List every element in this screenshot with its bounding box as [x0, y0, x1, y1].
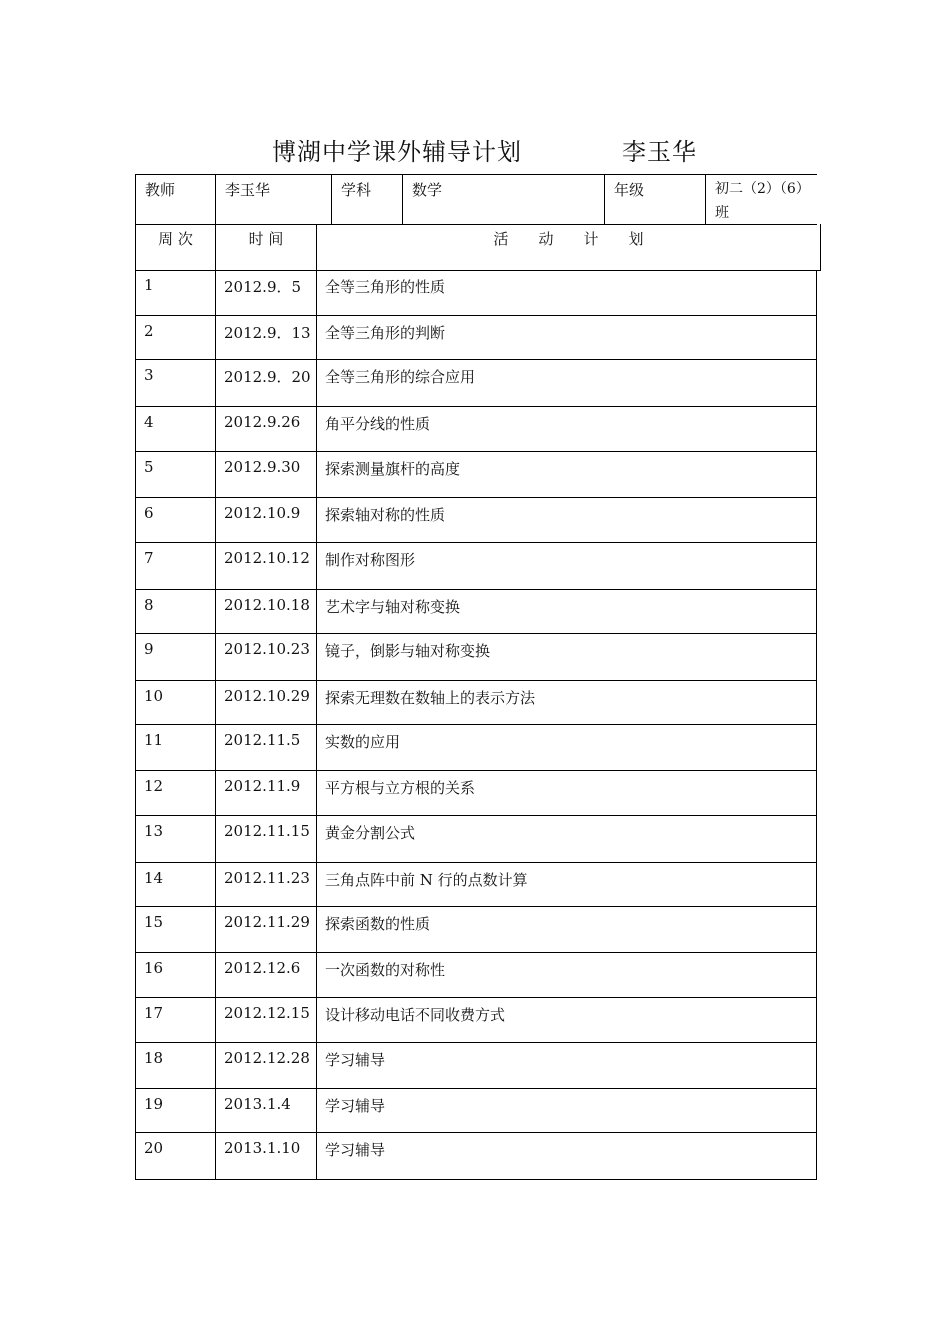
- week-cell: 6: [136, 498, 216, 542]
- activity-cell: 平方根与立方根的关系: [325, 779, 476, 797]
- week-cell: 3: [136, 360, 216, 406]
- activity-cell: 探索函数的性质: [325, 915, 431, 933]
- date-cell: 2012.10.23: [216, 634, 317, 680]
- table-row: [135, 634, 817, 681]
- grade-label: 年级: [605, 175, 706, 225]
- table-row: [135, 725, 817, 771]
- date-cell: 2012.11.15: [216, 816, 317, 862]
- subject-label: 学科: [332, 175, 403, 225]
- date-cell: 2012.11.5: [216, 725, 317, 770]
- table-row: [135, 863, 817, 907]
- date-cell: 2012.10.9: [216, 498, 317, 542]
- activity-cell: 艺术字与轴对称变换: [325, 598, 461, 616]
- date-cell: 2012.12.6: [216, 953, 317, 997]
- week-cell: 2: [136, 316, 216, 359]
- table-row: [135, 360, 817, 407]
- grade-value-line2: 班: [715, 205, 729, 221]
- table-row: [135, 953, 817, 998]
- week-cell: 10: [136, 681, 216, 724]
- date-cell: 2012.9．5: [216, 270, 317, 315]
- page-title: 博湖中学课外辅导计划: [272, 138, 522, 166]
- col-week-header: 周 次: [136, 224, 216, 270]
- week-cell: 9: [136, 634, 216, 680]
- week-cell: 18: [136, 1043, 216, 1088]
- table-row: [135, 498, 817, 543]
- activity-cell: 全等三角形的判断: [325, 324, 446, 342]
- activity-cell: 实数的应用: [325, 733, 401, 751]
- date-cell: 2013.1.4: [216, 1089, 317, 1132]
- week-cell: 5: [136, 452, 216, 497]
- info-header-row: [135, 174, 817, 225]
- table-row: [135, 681, 817, 725]
- grade-value-line1: 初二（2）（6）: [715, 181, 810, 197]
- activity-cell: 探索测量旗杆的高度: [325, 460, 461, 478]
- week-cell: 8: [136, 590, 216, 633]
- activity-cell: 学习辅导: [325, 1141, 386, 1159]
- activity-cell: 探索无理数在数轴上的表示方法: [325, 689, 536, 707]
- col-plan-header: 活 动 计 划: [493, 230, 644, 248]
- activity-cell: 角平分线的性质: [325, 415, 431, 433]
- teacher-label: 教师: [136, 175, 216, 225]
- table-row: [135, 1133, 817, 1180]
- activity-cell: 学习辅导: [325, 1051, 386, 1069]
- activity-cell: 全等三角形的综合应用: [325, 368, 476, 386]
- table-row: [135, 907, 817, 953]
- activity-cell: 镜子，倒影与轴对称变换: [325, 642, 491, 660]
- table-row: [135, 1043, 817, 1089]
- week-cell: 13: [136, 816, 216, 862]
- activity-cell: 制作对称图形: [325, 551, 416, 569]
- subject-value: 数学: [403, 175, 605, 225]
- date-cell: 2012.9．13: [216, 316, 317, 359]
- date-cell: 2012.10.18: [216, 590, 317, 633]
- date-cell: 2013.1.10: [216, 1133, 317, 1179]
- table-row: [135, 270, 817, 316]
- date-cell: 2012.11.9: [216, 771, 317, 815]
- week-cell: 15: [136, 907, 216, 952]
- col-time-header: 时 间: [216, 224, 317, 270]
- activity-cell: 三角点阵中前 N 行的点数计算: [325, 871, 528, 889]
- week-cell: 16: [136, 953, 216, 997]
- date-cell: 2012.12.15: [216, 998, 317, 1042]
- column-header-row: [135, 224, 821, 271]
- table-row: [135, 543, 817, 590]
- activity-cell: 设计移动电话不同收费方式: [325, 1006, 506, 1024]
- author-name: 李玉华: [622, 138, 697, 166]
- schedule-table-body: [135, 270, 817, 1180]
- date-cell: 2012.10.12: [216, 543, 317, 589]
- week-cell: 1: [136, 270, 216, 315]
- week-cell: 17: [136, 998, 216, 1042]
- table-row: [135, 407, 817, 452]
- date-cell: 2012.11.29: [216, 907, 317, 952]
- week-cell: 20: [136, 1133, 216, 1179]
- date-cell: 2012.9.30: [216, 452, 317, 497]
- activity-cell: 学习辅导: [325, 1097, 386, 1115]
- date-cell: 2012.10.29: [216, 681, 317, 724]
- table-row: [135, 316, 817, 360]
- date-cell: 2012.11.23: [216, 863, 317, 906]
- activity-cell: 全等三角形的性质: [325, 278, 446, 296]
- date-cell: 2012.9．20: [216, 360, 317, 406]
- date-cell: 2012.9.26: [216, 407, 317, 451]
- table-row: [135, 452, 817, 498]
- date-cell: 2012.12.28: [216, 1043, 317, 1088]
- week-cell: 7: [136, 543, 216, 589]
- week-cell: 11: [136, 725, 216, 770]
- activity-cell: 一次函数的对称性: [325, 961, 446, 979]
- activity-cell: 探索轴对称的性质: [325, 506, 446, 524]
- teacher-value: 李玉华: [216, 175, 332, 225]
- table-row: [135, 816, 817, 863]
- week-cell: 19: [136, 1089, 216, 1132]
- table-row: [135, 998, 817, 1043]
- activity-cell: 黄金分割公式: [325, 824, 416, 842]
- week-cell: 14: [136, 863, 216, 906]
- table-row: [135, 1089, 817, 1133]
- week-cell: 12: [136, 771, 216, 815]
- grade-value: [706, 175, 818, 225]
- table-row: [135, 771, 817, 816]
- week-cell: 4: [136, 407, 216, 451]
- table-row: [135, 590, 817, 634]
